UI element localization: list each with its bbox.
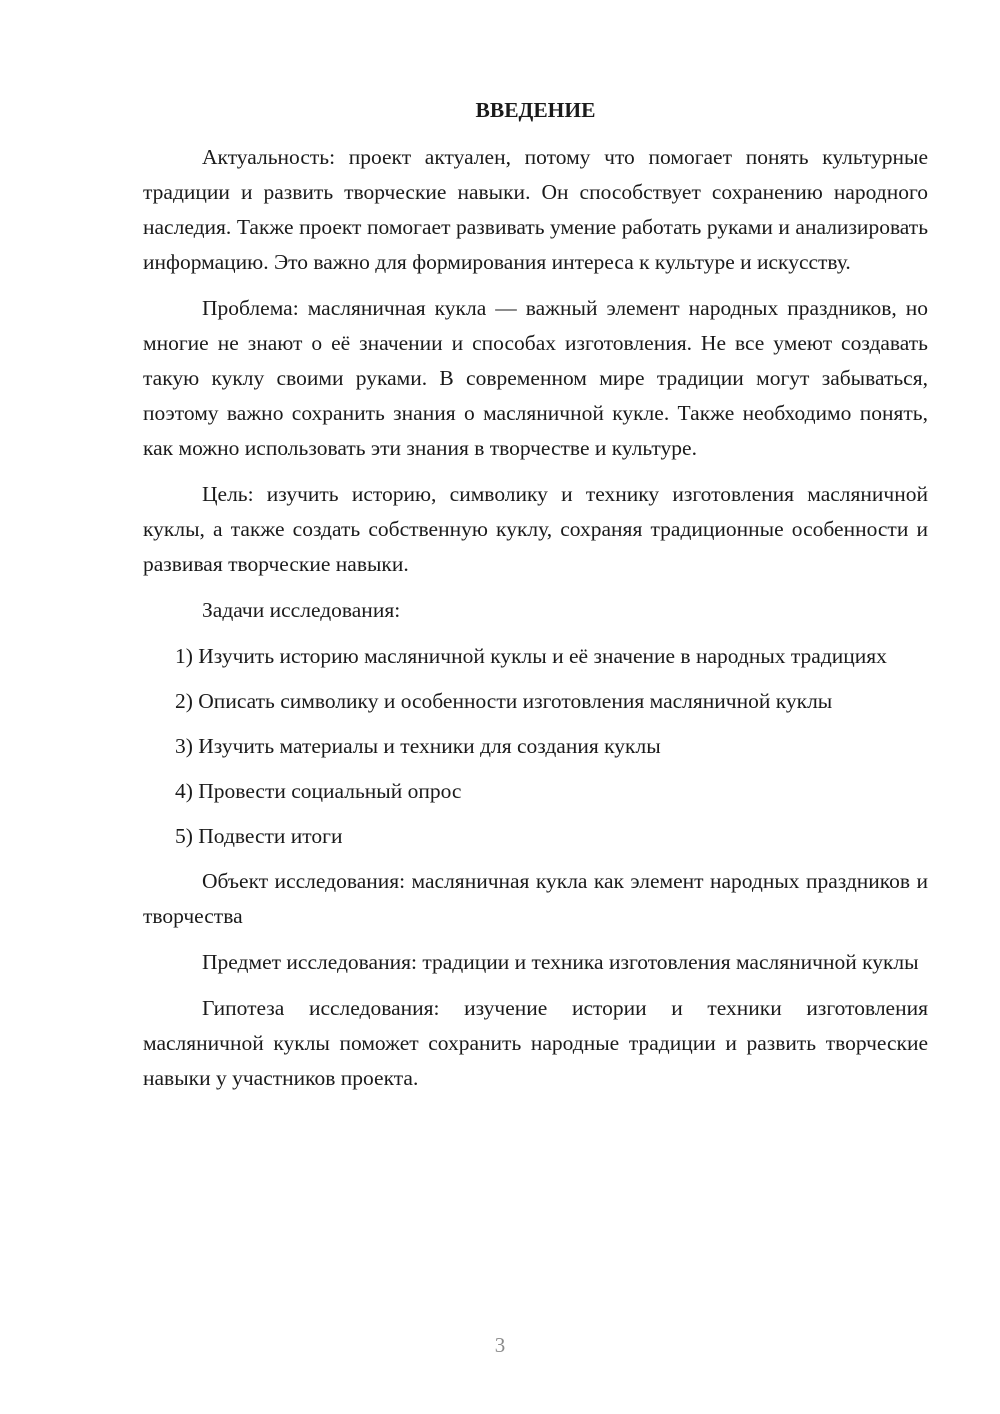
task-item-1: 1) Изучить историю масляничной куклы и её значение в народных традициях [175, 644, 887, 668]
hypothesis-paragraph: Гипотеза исследования: изучение истории и техники изготовления масляничной куклы поможет сохранить народные традиции и развить творческие навыки у участников проекта. [143, 996, 928, 1090]
task-item-4: 4) Провести социальный опрос [175, 779, 462, 803]
relevance-paragraph: Актуальность: проект актуален, потому что помогает понять культурные традиции и развить творческие навыки. Он способствует сохранению народного наследия. Также проект помогает развивать умение работать руками и анализировать информацию. Это важно для формирования интереса к культуре и искусству. [143, 145, 928, 274]
goal-paragraph: Цель: изучить историю, символику и технику изготовления масляничной куклы, а также создать собственную куклу, сохраняя традиционные особенности и развивая творческие навыки. [143, 482, 928, 576]
page-number: 3 [494, 1333, 506, 1357]
object-paragraph: Объект исследования: масляничная кукла как элемент народных праздников и творчества [143, 869, 928, 928]
task-item-5: 5) Подвести итоги [175, 824, 343, 848]
subject-paragraph: Предмет исследования: традиции и техника изготовления масляничной куклы [202, 950, 919, 974]
tasks-heading: Задачи исследования: [202, 598, 401, 622]
section-title: ВВЕДЕНИЕ [475, 98, 596, 122]
problem-paragraph: Проблема: масляничная кукла — важный элемент народных праздников, но многие не знают о её значении и способах изготовления. Не все умеют создавать такую куклу своими руками. В современном мире традиции могут забываться, поэтому важно сохранить знания о масляничной кукле. Также необходимо понять, как можно использовать эти знания в творчестве и культуре. [143, 296, 928, 460]
task-item-3: 3) Изучить материалы и техники для создания куклы [175, 734, 661, 758]
document-page [143, 93, 928, 1107]
task-item-2: 2) Описать символику и особенности изготовления масляничной куклы [175, 689, 833, 713]
